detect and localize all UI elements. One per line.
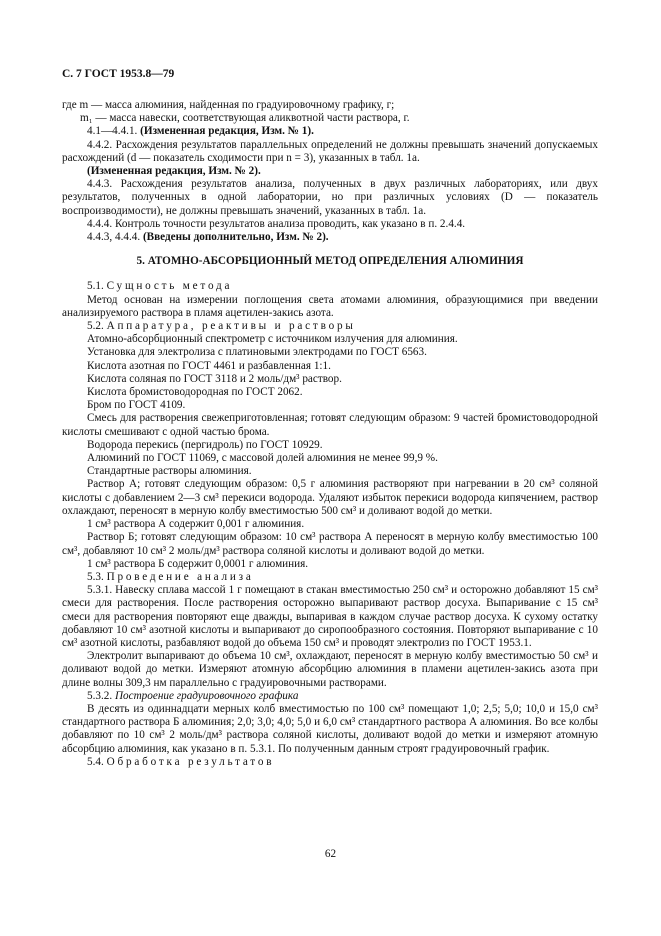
formula-legend-m: где m — масса алюминия, найденная по градуировочному графику, г; — [62, 99, 395, 111]
reagent-item: Алюминий по ГОСТ 11069, с массовой долей алюминия не менее 99,9 %. — [87, 452, 438, 465]
reagent-item: Атомно-абсорбционный спектрометр с источником излучения для алюминия. — [87, 333, 458, 346]
clause-number: 5.3.2. — [87, 689, 115, 702]
reagent-item: Установка для электролиза с платиновыми электродами по ГОСТ 6563. — [87, 346, 427, 359]
subsection-number: 5.1. — [87, 280, 107, 293]
clause-ref: 4.4.3, 4.4.4. — [87, 231, 143, 244]
subsection-5-3-heading — [62, 571, 598, 584]
electrolyte-paragraph: Электролит выпаривают до объема 10 см³, охлаждают, переносят в мерную колбу вместимостью 50 см³ и доливают водой до метки. Измеряют атомную абсорбцию алюминия в пламени ацетилен-закись азота при длине волны 309,3 нм параллельно с градуировочными растворами. — [62, 650, 598, 689]
formula-legend-m1: m₁ — масса навески, соответствующая аликвотной части раствора, г. — [80, 112, 410, 125]
subsection-5-1-heading — [62, 280, 598, 293]
section-title: 5. АТОМНО-АБСОРБЦИОННЫЙ МЕТОД ОПРЕДЕЛЕНИЯ АЛЮМИНИЯ — [136, 255, 524, 268]
reagent-item: Кислота соляная по ГОСТ 3118 и 2 моль/дм³ раствор. — [87, 372, 342, 385]
calibration-paragraph: В десять из одиннадцати мерных колб вместимостью по 100 см³ помещают 1,0; 2,5; 5,0; 10,0 и 15,0 см³ стандартного раствора Б алюминия; 2,0; 3,0; 4,0; 5,0 и 6,0 см³ стандартного раствора А алюминия. Во все колбы добавляют по 10 см³ 2 моль/дм³ раствора соляной кислоты, доливают водой до метки и измеряют атомную абсорбцию алюминия, как указано в п. 5.3.1. По полученным данным строят градуировочный график. — [62, 702, 598, 755]
document-body — [62, 99, 598, 769]
subsection-5-2-heading — [62, 320, 598, 333]
subsection-title: Аппаратура, реактивы и растворы — [106, 320, 356, 333]
edition-note-1 — [62, 125, 598, 138]
reagent-item: Водорода перекись (пергидроль) по ГОСТ 10929. — [87, 438, 323, 451]
subsection-number: 5.4. — [87, 755, 107, 768]
subsection-number: 5.2. — [87, 320, 107, 333]
reagent-item: Смесь для растворения свежеприготовленная; готовят следующим образом: 9 частей бромистоводородной кислоты смешивают с одной частью брома. — [62, 412, 598, 438]
reagent-item: 1 см³ раствора Б содержит 0,0001 г алюминия. — [87, 557, 309, 570]
edition-note-text: (Измененная редакция, Изм. № 1). — [140, 125, 314, 138]
clause-4-4-2: 4.4.2. Расхождения результатов параллельных определений не должны превышать значений допускаемых расхождений (d — показатель сходимости при n = 3), указанных в табл. 1а. — [62, 138, 598, 164]
method-essence-text: Метод основан на измерении поглощения света атомами алюминия, образующимися при введении анализируемого раствора в пламя ацетилен-закись азота. — [62, 293, 598, 319]
clause-title: Построение градуировочного графика — [114, 689, 299, 702]
edition-note-2: (Измененная редакция, Изм. № 2). — [87, 165, 261, 178]
reagent-item: Раствор А; готовят следующим образом: 0,5 г алюминия растворяют при нагревании в 20 см³ соляной кислоты с добавлением 2—3 см³ перекиси водорода. Удаляют избыток перекиси водорода кипячением, раствор охлаждают, переносят в мерную колбу вместимостью 500 см³ и доливают водой до метки. — [62, 478, 598, 517]
reagent-item: Кислота бромистоводородная по ГОСТ 2062. — [87, 386, 303, 399]
clause-4-4-4: 4.4.4. Контроль точности результатов анализа проводить, как указано в п. 2.4.4. — [87, 217, 466, 230]
subsection-number: 5.3. — [87, 570, 107, 583]
addition-note-text: (Введены дополнительно, Изм. № 2). — [142, 231, 329, 244]
clause-4-4-3: 4.4.3. Расхождения результатов анализа, полученных в двух различных лабораториях, или двух результатов, полученных в одной лаборатории, но при различных условиях (D — показатель воспроизводимости), не должны превышать значений, указанных в табл. 1а. — [62, 178, 598, 217]
subsection-5-4-heading — [62, 756, 598, 769]
clause-ref: 4.1—4.4.1. — [87, 125, 141, 138]
reagent-item: Кислота азотная по ГОСТ 4461 и разбавленная 1:1. — [87, 359, 331, 372]
reagent-item: Раствор Б; готовят следующим образом: 10 см³ раствора А переносят в мерную колбу вместимостью 100 см³, добавляют 10 см³ 2 моль/дм³ раствора соляной кислоты и доливают водой до метки. — [62, 531, 598, 557]
subsection-title: Сущность метода — [106, 280, 233, 293]
page-header: С. 7 ГОСТ 1953.8—79 — [62, 68, 175, 80]
reagent-item: Бром по ГОСТ 4109. — [87, 399, 186, 412]
reagent-item: Стандартные растворы алюминия. — [87, 465, 252, 478]
addition-note — [62, 231, 598, 244]
subsection-title: Проведение анализа — [106, 570, 254, 583]
clause-5-3-1: 5.3.1. Навеску сплава массой 1 г помещают в стакан вместимостью 250 см³ и осторожно добавляют 15 см³ смеси для растворения. После растворения осторожно выпаривают раствор досуха. Выпаривание с 15 см³ смеси для растворения повторяют еще дважды, выпаривая в каждом случае раствор досуха. К сухому остатку добавляют 10 см³ азотной кислоты и выпаривают до сиропообразного состояния. Повторяют выпаривание с 10 см³ азотной кислоты, разбавляют водой до объема 150 см³ и проводят электролиз по ГОСТ 1953.1. — [62, 584, 598, 649]
clause-5-3-2-heading — [62, 690, 598, 703]
subsection-title: Обработка результатов — [106, 755, 275, 768]
page-number: 62 — [324, 848, 337, 860]
reagent-item: 1 см³ раствора А содержит 0,001 г алюминия. — [87, 518, 305, 531]
